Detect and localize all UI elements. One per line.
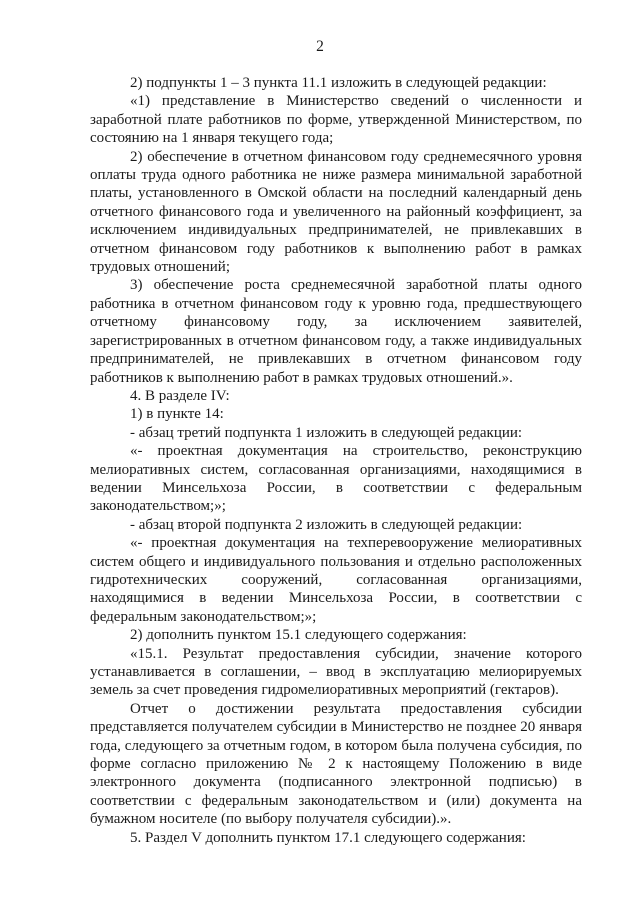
paragraph-section-5: 5. Раздел V дополнить пунктом 17.1 следующего содержания:	[130, 829, 526, 846]
paragraph-point-14: 1) в пункте 14:	[130, 406, 224, 423]
paragraph-subitem-1: «1) представление в Министерство сведений о численности и заработной плате работников по форме, утвержденной Министерством, по состоянию на 1 января текущего года;	[90, 93, 582, 147]
document-body	[90, 74, 582, 847]
paragraph-project-doc-construction: «- проектная документация на строительство, реконструкцию мелиоративных систем, согласованная организациями, находящимися в ведении Минсельхоза России, в соответствии с федеральным законодательством;»;	[90, 443, 582, 515]
paragraph-project-doc-reequipment: «- проектная документация на техперевооружение мелиоративных систем общего и индивидуального пользования и отдельно расположенных гидротехнических сооружений, согласованная организациями, находящимися в ведении Минсельхоза России, в соответствии с федеральным законодательством;»;	[90, 535, 582, 625]
paragraph-point-15-1: «15.1. Результат предоставления субсидии, значение которого устанавливается в соглашении, – ввод в эксплуатацию мелиорируемых земель за счет проведения гидромелиоративных мероприятий (гектаров).	[90, 645, 582, 699]
paragraph-subitem-3: 3) обеспечение роста среднемесячной заработной платы одного работника в отчетном финансовом году к уровню года, предшествующего отчетному финансовому году, за исключением заявителей, зарегистрированных в отчетном финансовом году, а также индивидуальных предпринимателей, не привлекавших в отчетном финансовом году работников к выполнению работ в рамках трудовых отношений.».	[90, 277, 582, 386]
paragraph-add-point-15-1: 2) дополнить пунктом 15.1 следующего содержания:	[130, 627, 467, 644]
paragraph-abzac-3: - абзац третий подпункта 1 изложить в следующей редакции:	[130, 424, 523, 441]
paragraph-section-4: 4. В разделе IV:	[130, 387, 230, 404]
page-number: 2	[316, 38, 324, 55]
paragraph-abzac-2: - абзац второй подпункта 2 изложить в следующей редакции:	[130, 516, 523, 533]
paragraph-item-2-intro: 2) подпункты 1 – 3 пункта 11.1 изложить в следующей редакции:	[130, 75, 547, 91]
paragraph-subitem-2: 2) обеспечение в отчетном финансовом году среднемесячного уровня оплаты труда одного работника не ниже размера минимальной заработной платы, установленного в Омской области на последний календарный день отчетного финансового года и увеличенного на районный коэффициент, за исключением индивидуальных предпринимателей, не привлекавших в отчетном финансовом году работников к выполнению работ в рамках трудовых отношений;	[90, 148, 582, 276]
paragraph-report: Отчет о достижении результата предоставления субсидии представляется получателем субсидии в Министерство не позднее 20 января года, следующего за отчетным годом, в котором была получена субсидия, по форме согласно приложению № 2 к настоящему Положению в виде электронного документа (подписанного электронной подписью) в соответствии с федеральным законодательством и (или) документа на бумажном носителе (по выбору получателя субсидии).».	[90, 700, 582, 828]
